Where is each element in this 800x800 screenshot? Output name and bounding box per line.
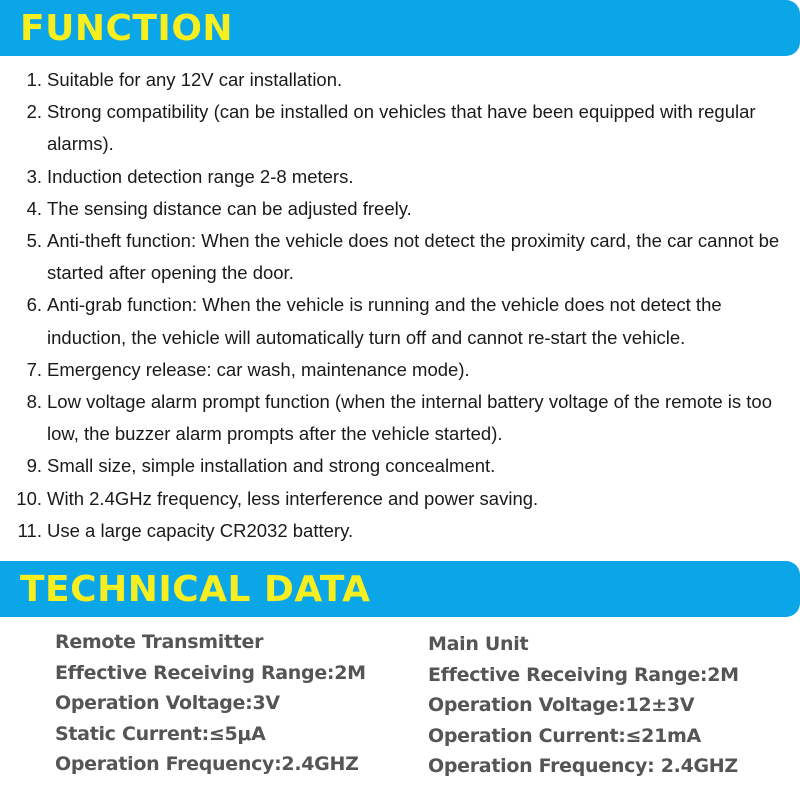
function-title: FUNCTION [20, 7, 234, 49]
list-item [0, 225, 800, 289]
main-range: Effective Receiving Range:2M [428, 663, 739, 686]
item-number: 2. [26, 101, 42, 123]
remote-heading: Remote Transmitter [55, 631, 264, 653]
remote-voltage: Operation Voltage:3V [55, 692, 280, 714]
item-number: 5. [26, 230, 42, 252]
remote-transmitter-specs [55, 627, 366, 780]
remote-current: Static Current:≤5μA [55, 722, 266, 745]
remote-frequency: Operation Frequency:2.4GHZ [55, 753, 359, 775]
item-number: 1. [26, 69, 42, 90]
function-banner [0, 0, 800, 56]
list-item [0, 515, 800, 547]
item-number: 11. [17, 519, 42, 541]
item-number: 4. [26, 197, 42, 219]
item-text: The sensing distance can be adjusted freely. [47, 197, 412, 219]
list-item [0, 450, 800, 482]
item-text: Low voltage alarm prompt function (when the internal battery voltage of the remote is too low, the buzzer alarm prompts after the vehicle started). [47, 391, 772, 445]
item-number: 9. [26, 455, 42, 477]
item-text: Anti-grab function: When the vehicle is running and the vehicle does not detect the induction, the vehicle will automatically turn off and cannot re-start the vehicle. [47, 294, 722, 348]
item-text: Use a large capacity CR2032 battery. [47, 519, 354, 541]
item-number: 3. [26, 165, 42, 187]
main-voltage: Operation Voltage:12±3V [428, 694, 695, 716]
item-number: 7. [26, 358, 42, 380]
item-text: Small size, simple installation and strong concealment. [47, 455, 496, 477]
list-item [0, 96, 800, 160]
item-number: 8. [26, 391, 42, 413]
list-item [0, 161, 800, 193]
item-text: With 2.4GHz frequency, less interference and power saving. [47, 487, 539, 509]
remote-range: Effective Receiving Range:2M [55, 661, 366, 684]
list-item [0, 386, 800, 450]
list-item [0, 193, 800, 225]
item-text: Suitable for any 12V car installation. [47, 69, 343, 90]
list-item [0, 289, 800, 353]
item-number: 6. [26, 294, 42, 316]
technical-data-banner [0, 561, 800, 617]
item-text: Strong compatibility (can be installed on vehicles that have been equipped with regular alarms). [47, 101, 756, 155]
main-frequency: Operation Frequency: 2.4GHZ [428, 755, 738, 777]
list-item [0, 354, 800, 386]
item-text: Anti-theft function: When the vehicle does not detect the proximity card, the car cannot be started after opening the door. [47, 230, 780, 284]
main-unit-specs [428, 629, 739, 782]
item-text: Emergency release: car wash, maintenance mode). [47, 358, 470, 380]
function-list [0, 64, 800, 547]
main-heading: Main Unit [428, 633, 529, 655]
item-number: 10. [16, 487, 42, 509]
technical-data-title: TECHNICAL DATA [20, 568, 371, 610]
main-current: Operation Current:≤21mA [428, 724, 701, 747]
list-item [0, 483, 800, 515]
item-text: Induction detection range 2-8 meters. [47, 165, 354, 187]
list-item [0, 64, 800, 96]
